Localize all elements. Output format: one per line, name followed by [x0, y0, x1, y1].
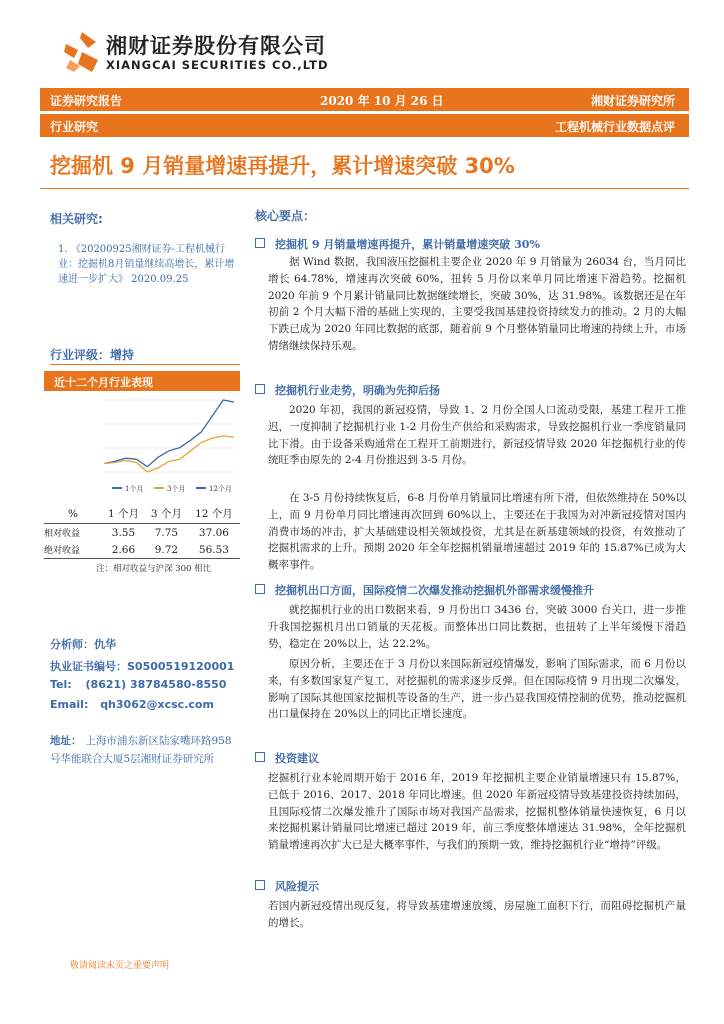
chart-series-line: [104, 400, 234, 467]
bullet-box-icon: [255, 880, 265, 890]
tel-label: Tel:: [50, 678, 72, 691]
cert-number: S0500519120001: [127, 660, 235, 673]
cert-line: [50, 658, 234, 674]
table-header-3m: 3 个月: [145, 504, 188, 524]
email-label: Email:: [50, 698, 89, 711]
section-heading-5: 风险提示: [255, 878, 319, 894]
legend-label: 12个月: [209, 485, 232, 493]
performance-heading-bar: [44, 371, 240, 391]
section-3-paragraph-2: 原因分析，主要还在于 3 月份以来国际新冠疫情爆发，影响了国际需求，而 6 月份以来，有多数国家复产复工，对挖掘机的需求逐步反弹。但在国际疫情 9 月出现二次爆发，影响了国际其他国家挖掘机等设备的生产，进一步凸显我国疫情控制的优势，推动挖掘机出口量保持在 20%以上的同比正增长速度。: [268, 658, 686, 721]
analyst-line: [50, 636, 116, 652]
report-type: 证券研究报告: [50, 94, 123, 108]
performance-heading: 近十二个月行业表现: [54, 376, 153, 389]
row-label: 绝对收益: [44, 541, 102, 559]
report-category: 行业研究: [50, 120, 99, 134]
section-heading-1: 挖掘机 9 月销量增速再提升，累计销量增速突破 30%: [255, 236, 540, 252]
section-1-paragraph: 据 Wind 数据，我国液压挖掘机主要企业 2020 年 9 月销量为 26034 台，当月同比增长 64.78%，增速再次突破 60%，扭转 5 月份以来单月同比增速下滑趋势。挖掘机 2020 年前 9 个月累计销量同比数据继续增长，突破 30%，达 31.98%。该数据还是在年初前 2 个月大幅下滑的基础上实现的，主要受我国基建投资持续发力的推动。2 月的大幅下跌已成为 2020 年同比数据的底部，随着前 9 个月整体销量同比增速的持续上升，市场情绪继续保持乐观。: [268, 256, 686, 352]
tel-line: [50, 678, 226, 691]
title-divider: [40, 188, 689, 189]
related-research-heading: 相关研究:: [50, 212, 103, 226]
cert-label: 执业证书编号：: [50, 660, 127, 673]
chart-series-line: [104, 436, 234, 472]
performance-table: [44, 504, 240, 559]
table-cell: 2.66: [102, 541, 145, 559]
table-cell: 7.75: [154, 526, 179, 539]
address: [50, 732, 240, 768]
bullet-box-icon: [255, 752, 265, 762]
table-note: 注：相对收益与沪深 300 相比: [96, 564, 212, 574]
section-2-paragraph-2: 在 3-5 月份持续恢复后，6-8 月份单月销量同比增速有所下滑，但依然维持在 50%以上，而 9 月份单月同比增速再次回到 60%以上，主要还在于我国为对冲新冠疫情对国内消费市场的冲击，扩大基础建设相关领域投资，尤其是在新基建领域的投资，有效推动了挖掘机需求的上升。预期 2020 年全年挖掘机销量增速超过 2019 年的 15.87%已成为大概率事件。: [268, 492, 686, 572]
table-row: [44, 541, 240, 559]
table-header-pct: %: [44, 504, 102, 524]
section-heading-2: 挖掘机行业走势，明确为先抑后扬: [255, 382, 440, 398]
table-row: [44, 524, 240, 542]
address-label: 地址：: [50, 735, 82, 747]
company-name-cn: 湘财证券股份有限公司: [106, 34, 326, 58]
company-name-en: XIANGCAI SECURITIES CO.,LTD: [106, 58, 329, 72]
bullet-box-icon: [255, 384, 265, 394]
table-header-12m: 12 个月: [188, 504, 240, 524]
company-logo: [62, 30, 102, 74]
address-text: 上海市浦东新区陆家嘴环路958号华能联合大厦5层湘财证券研究所: [50, 735, 232, 765]
bullet-box-icon: [255, 584, 265, 594]
related-research-item[interactable]: 1. 《20200925湘财证券-工程机械行业：挖掘机8月销量继续高增长，累计增速进一步扩大》 2020.09.25: [58, 244, 235, 285]
rating-divider: [50, 364, 240, 365]
table-cell: 3.55: [111, 526, 136, 539]
legend-label: 3个月: [167, 485, 186, 493]
tel-number: (8621) 38784580-8550: [85, 678, 227, 691]
industry-rating: 行业评级：增持: [50, 348, 135, 362]
section-4-paragraph: 挖掘机行业本轮周期开始于 2016 年，2019 年挖掘机主要企业销量增速只有 15.87%，已低于 2016、2017、2018 年同比增速。但 2020 年新冠疫情导致基建投资持续加码，且国际疫情二次爆发推升了国际市场对我国产品需求，挖掘机整体销量快速恢复，6 月以来挖掘机累计销量同比增速已超过 2019 年，前三季度整体增速达 31.98%，全年挖掘机销量增速再次扩大已是大概率事件，与我们的预期一致，维持挖掘机行业“增持”评级。: [268, 772, 686, 852]
header-bar-bottom: [40, 114, 689, 137]
analyst-label: 分析师：: [50, 638, 94, 651]
footer-disclaimer[interactable]: 敬请阅读末页之重要声明: [70, 961, 170, 971]
section-2-paragraph-1: 2020 年初，我国的新冠疫情，导致 1、2 月份全国人口流动受限，基建工程开工推迟，一度抑制了挖掘机行业 1-2 月份生产供给和采购需求，导致挖掘机行业一季度销量同比下滑。由于设备采购通常在工程开工前期进行，新冠疫情导致 2020 年挖掘机行业的传统旺季由原先的 2-4 月份推迟到 3-5 月份。: [268, 404, 686, 467]
report-date: 2020 年 10 月 26 日: [320, 94, 444, 108]
chart-lines: [104, 400, 234, 472]
table-cell: 9.72: [145, 541, 188, 559]
section-heading-3: 挖掘机出口方面，国际疫情二次爆发推动挖掘机外部需求缓慢推升: [255, 582, 594, 598]
bullet-box-icon: [255, 238, 265, 248]
table-cell: 37.06: [198, 526, 229, 539]
section-heading-4: 投资建议: [255, 750, 319, 766]
analyst-name: 仇华: [94, 638, 116, 651]
email-line: [50, 698, 214, 711]
section-3-paragraph-1: 就挖掘机行业的出口数据来看，9 月份出口 3436 台，突破 3000 台关口，进一步推升我国挖掘机月出口销量的天花板。而整体出口同比数据，也扭转了上半年缓慢下滑趋势，稳定在 20%以上，达 22.2%。: [268, 604, 686, 650]
row-label: 相对收益: [44, 529, 81, 539]
section-5-paragraph: 若国内新冠疫情出现反复，将导致基建增速放缓，房屋施工面积下行，而阻碍挖掘机产量的增长。: [268, 900, 686, 929]
institute-name: 湘财证券研究所: [590, 94, 675, 108]
performance-chart: [44, 392, 240, 496]
table-cell: 56.53: [188, 541, 240, 559]
header-bar-top: [40, 88, 689, 111]
chart-legend: [112, 484, 232, 493]
report-subcategory: 工程机械行业数据点评: [554, 120, 675, 134]
core-points-heading: 核心要点：: [255, 209, 316, 223]
table-header-1m: 1 个月: [102, 504, 145, 524]
email-address[interactable]: qh3062@xcsc.com: [100, 698, 214, 711]
report-title: 挖掘机 9 月销量增速再提升，累计增速突破 30%: [50, 154, 515, 178]
legend-label: 1个月: [125, 485, 144, 493]
